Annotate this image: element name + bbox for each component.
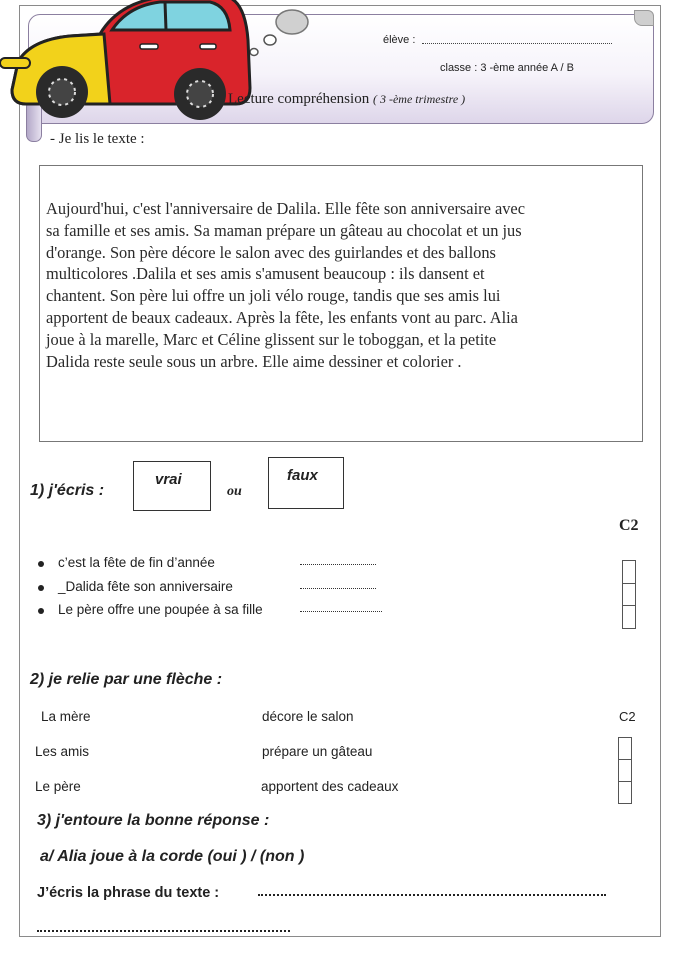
score-boxes-q2 bbox=[618, 737, 632, 804]
ou-label: ou bbox=[227, 484, 242, 499]
question-3-label: 3) j'entoure la bonne réponse : bbox=[37, 812, 270, 829]
question-3a: a/ Alia joue à la corde (oui ) / (non ) bbox=[40, 848, 305, 865]
reading-text bbox=[46, 198, 634, 372]
right-item: apportent des cadeaux bbox=[261, 779, 399, 794]
write-sentence-label: J’écris la phrase du texte : bbox=[37, 885, 220, 901]
text-line: chantent. Son père lui offre un joli vélo rouge, tandis que ses amis lui bbox=[46, 286, 501, 306]
answer-line[interactable] bbox=[300, 609, 382, 612]
answer-line[interactable] bbox=[258, 892, 606, 896]
score-c2-q1: C2 bbox=[619, 517, 639, 534]
faux-label: faux bbox=[287, 467, 318, 484]
bullet-icon bbox=[38, 585, 44, 591]
right-item: décore le salon bbox=[262, 709, 354, 724]
text-line: Dalida reste seule sous un arbre. Elle aime dessiner et colorier . bbox=[46, 351, 462, 371]
bullet-icon bbox=[38, 608, 44, 614]
text-line: sa famille et ses amis. Sa maman prépare un gâteau au chocolat et un jus bbox=[46, 220, 522, 240]
score-c2-q2: C2 bbox=[619, 709, 636, 724]
text-line: Aujourd'hui, c'est l'anniversaire de Dalila. Elle fête son anniversaire avec bbox=[46, 199, 525, 218]
classe-label: classe : 3 -ème année A / B bbox=[440, 62, 574, 74]
left-item: Les amis bbox=[35, 744, 90, 759]
page-corner-fold bbox=[634, 10, 654, 26]
lecture-title-text: Lecture compréhension bbox=[228, 91, 370, 107]
answer-line[interactable] bbox=[300, 586, 376, 589]
cloud-icon bbox=[276, 10, 308, 34]
text-line: joue à la marelle, Marc et Céline glissent sur le toboggan, et la petite bbox=[46, 329, 497, 349]
question-2-label: 2) je relie par une flèche : bbox=[30, 671, 223, 688]
text-line: d'orange. Son père décore le salon avec des guirlandes et des ballons bbox=[46, 242, 496, 262]
left-item: La mère bbox=[41, 709, 91, 724]
answer-line[interactable] bbox=[37, 928, 290, 932]
item-text: c’est la fête de fin d’année bbox=[58, 555, 215, 570]
item-text: Le père offre une poupée à sa fille bbox=[58, 602, 263, 617]
lecture-title bbox=[228, 91, 465, 108]
eleve-label: élève : bbox=[383, 34, 416, 46]
reading-instruction: - Je lis le texte : bbox=[50, 131, 145, 147]
eleve-name-field[interactable] bbox=[422, 33, 612, 44]
score-boxes-q1 bbox=[622, 560, 636, 629]
item-text: _Dalida fête son anniversaire bbox=[58, 579, 233, 594]
question-1-label: 1) j'écris : bbox=[30, 482, 105, 499]
answer-line[interactable] bbox=[300, 562, 376, 565]
trimestre-text: ( 3 -ème trimestre ) bbox=[372, 92, 466, 106]
text-line: apportent de beaux cadeaux. Après la fête, les enfants vont au parc. Alia bbox=[46, 307, 518, 327]
vrai-label: vrai bbox=[155, 471, 182, 488]
left-item: Le père bbox=[35, 779, 81, 794]
bullet-icon bbox=[38, 561, 44, 567]
right-item: prépare un gâteau bbox=[262, 744, 373, 759]
text-line: multicolores .Dalila et ses amis s'amusent beaucoup : ils dansent et bbox=[46, 264, 485, 284]
